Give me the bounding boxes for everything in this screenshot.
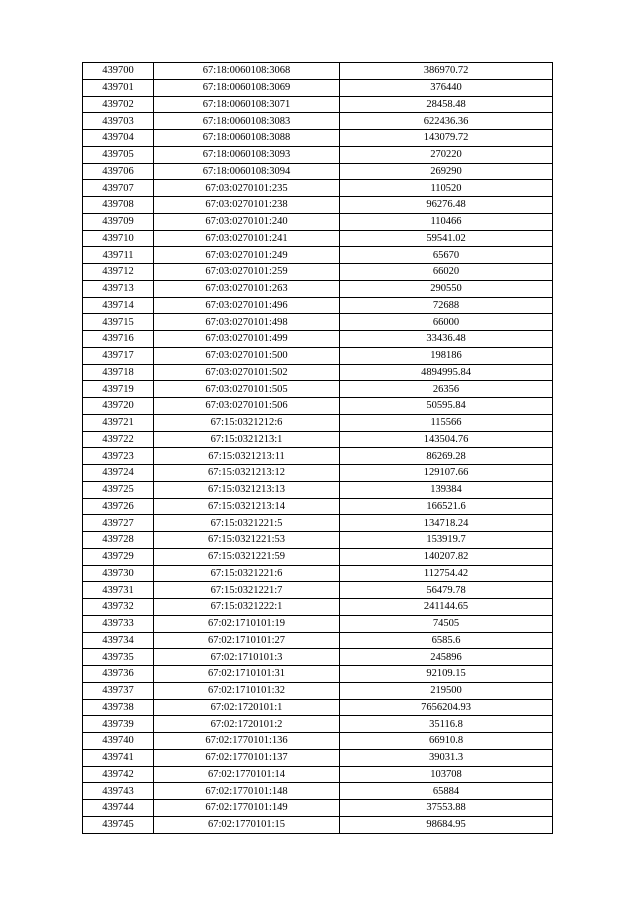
table-row bbox=[83, 280, 553, 297]
cadastral-number-cell: 67:18:0060108:3093 bbox=[154, 146, 340, 163]
value-cell: 110520 bbox=[340, 180, 553, 197]
row-number-cell: 439703 bbox=[83, 113, 154, 130]
row-number-cell: 439710 bbox=[83, 230, 154, 247]
value-cell: 198186 bbox=[340, 347, 553, 364]
cadastral-number-cell: 67:15:0321221:7 bbox=[154, 582, 340, 599]
value-cell: 376440 bbox=[340, 79, 553, 96]
value-cell: 269290 bbox=[340, 163, 553, 180]
table-row bbox=[83, 682, 553, 699]
table-row bbox=[83, 599, 553, 616]
cadastral-number-cell: 67:02:1770101:137 bbox=[154, 749, 340, 766]
cadastral-number-cell: 67:03:0270101:235 bbox=[154, 180, 340, 197]
cadastral-number-cell: 67:18:0060108:3071 bbox=[154, 96, 340, 113]
row-number-cell: 439720 bbox=[83, 398, 154, 415]
value-cell: 139384 bbox=[340, 481, 553, 498]
row-number-cell: 439741 bbox=[83, 749, 154, 766]
value-cell: 35116.8 bbox=[340, 716, 553, 733]
row-number-cell: 439738 bbox=[83, 699, 154, 716]
value-cell: 65670 bbox=[340, 247, 553, 264]
cadastral-number-cell: 67:03:0270101:238 bbox=[154, 197, 340, 214]
cadastral-number-cell: 67:15:0321221:53 bbox=[154, 532, 340, 549]
table-row bbox=[83, 783, 553, 800]
value-cell: 4894995.84 bbox=[340, 364, 553, 381]
row-number-cell: 439743 bbox=[83, 783, 154, 800]
table-row bbox=[83, 213, 553, 230]
table-row bbox=[83, 532, 553, 549]
value-cell: 153919.7 bbox=[340, 532, 553, 549]
cadastral-number-cell: 67:03:0270101:506 bbox=[154, 398, 340, 415]
cadastral-number-cell: 67:03:0270101:505 bbox=[154, 381, 340, 398]
row-number-cell: 439727 bbox=[83, 515, 154, 532]
table-row bbox=[83, 448, 553, 465]
row-number-cell: 439722 bbox=[83, 431, 154, 448]
table-row bbox=[83, 800, 553, 817]
row-number-cell: 439735 bbox=[83, 649, 154, 666]
value-cell: 129107.66 bbox=[340, 465, 553, 482]
row-number-cell: 439704 bbox=[83, 130, 154, 147]
row-number-cell: 439740 bbox=[83, 733, 154, 750]
row-number-cell: 439700 bbox=[83, 63, 154, 80]
row-number-cell: 439701 bbox=[83, 79, 154, 96]
value-cell: 290550 bbox=[340, 280, 553, 297]
row-number-cell: 439706 bbox=[83, 163, 154, 180]
table-row bbox=[83, 816, 553, 833]
table-row bbox=[83, 79, 553, 96]
table-row bbox=[83, 230, 553, 247]
table-row bbox=[83, 615, 553, 632]
cadastral-number-cell: 67:15:0321222:1 bbox=[154, 599, 340, 616]
cadastral-number-cell: 67:15:0321212:6 bbox=[154, 414, 340, 431]
row-number-cell: 439733 bbox=[83, 615, 154, 632]
value-cell: 270220 bbox=[340, 146, 553, 163]
table-row bbox=[83, 264, 553, 281]
table-row bbox=[83, 565, 553, 582]
value-cell: 143079.72 bbox=[340, 130, 553, 147]
value-cell: 92109.15 bbox=[340, 666, 553, 683]
table-row bbox=[83, 130, 553, 147]
table-row bbox=[83, 582, 553, 599]
table-row bbox=[83, 297, 553, 314]
table-row bbox=[83, 314, 553, 331]
table-row bbox=[83, 247, 553, 264]
row-number-cell: 439729 bbox=[83, 548, 154, 565]
cadastral-number-cell: 67:02:1770101:149 bbox=[154, 800, 340, 817]
table-row bbox=[83, 146, 553, 163]
value-cell: 39031.3 bbox=[340, 749, 553, 766]
table-row bbox=[83, 347, 553, 364]
cadastral-number-cell: 67:02:1710101:3 bbox=[154, 649, 340, 666]
cadastral-number-cell: 67:18:0060108:3094 bbox=[154, 163, 340, 180]
table-row bbox=[83, 632, 553, 649]
row-number-cell: 439726 bbox=[83, 498, 154, 515]
value-cell: 74505 bbox=[340, 615, 553, 632]
cadastral-number-cell: 67:03:0270101:499 bbox=[154, 331, 340, 348]
row-number-cell: 439742 bbox=[83, 766, 154, 783]
row-number-cell: 439725 bbox=[83, 481, 154, 498]
row-number-cell: 439719 bbox=[83, 381, 154, 398]
value-cell: 66020 bbox=[340, 264, 553, 281]
table-row bbox=[83, 766, 553, 783]
value-cell: 622436.36 bbox=[340, 113, 553, 130]
table-row bbox=[83, 180, 553, 197]
cadastral-number-cell: 67:02:1710101:19 bbox=[154, 615, 340, 632]
row-number-cell: 439709 bbox=[83, 213, 154, 230]
value-cell: 66000 bbox=[340, 314, 553, 331]
cadastral-number-cell: 67:02:1710101:32 bbox=[154, 682, 340, 699]
cadastral-number-cell: 67:02:1770101:148 bbox=[154, 783, 340, 800]
row-number-cell: 439708 bbox=[83, 197, 154, 214]
cadastral-number-cell: 67:15:0321221:59 bbox=[154, 548, 340, 565]
row-number-cell: 439744 bbox=[83, 800, 154, 817]
row-number-cell: 439730 bbox=[83, 565, 154, 582]
cadastral-number-cell: 67:03:0270101:240 bbox=[154, 213, 340, 230]
table-row bbox=[83, 113, 553, 130]
table-row bbox=[83, 699, 553, 716]
cadastral-number-cell: 67:02:1770101:14 bbox=[154, 766, 340, 783]
table-row bbox=[83, 716, 553, 733]
cadastral-number-cell: 67:03:0270101:498 bbox=[154, 314, 340, 331]
value-cell: 50595.84 bbox=[340, 398, 553, 415]
value-cell: 112754.42 bbox=[340, 565, 553, 582]
value-cell: 37553.88 bbox=[340, 800, 553, 817]
table-row bbox=[83, 96, 553, 113]
cadastral-number-cell: 67:02:1710101:27 bbox=[154, 632, 340, 649]
cadastral-number-cell: 67:03:0270101:496 bbox=[154, 297, 340, 314]
row-number-cell: 439713 bbox=[83, 280, 154, 297]
value-cell: 66910.8 bbox=[340, 733, 553, 750]
table-row bbox=[83, 364, 553, 381]
row-number-cell: 439731 bbox=[83, 582, 154, 599]
table-row bbox=[83, 163, 553, 180]
value-cell: 245896 bbox=[340, 649, 553, 666]
table-row bbox=[83, 498, 553, 515]
cadastral-number-cell: 67:15:0321221:6 bbox=[154, 565, 340, 582]
table-row bbox=[83, 431, 553, 448]
value-cell: 86269.28 bbox=[340, 448, 553, 465]
row-number-cell: 439705 bbox=[83, 146, 154, 163]
table-row bbox=[83, 63, 553, 80]
cadastral-number-cell: 67:02:1770101:136 bbox=[154, 733, 340, 750]
value-cell: 65884 bbox=[340, 783, 553, 800]
value-cell: 33436.48 bbox=[340, 331, 553, 348]
cadastral-number-cell: 67:03:0270101:259 bbox=[154, 264, 340, 281]
row-number-cell: 439721 bbox=[83, 414, 154, 431]
value-cell: 28458.48 bbox=[340, 96, 553, 113]
value-cell: 143504.76 bbox=[340, 431, 553, 448]
value-cell: 6585.6 bbox=[340, 632, 553, 649]
cadastral-number-cell: 67:15:0321213:1 bbox=[154, 431, 340, 448]
cadastral-number-cell: 67:02:1770101:15 bbox=[154, 816, 340, 833]
cadastral-number-cell: 67:15:0321213:14 bbox=[154, 498, 340, 515]
value-cell: 166521.6 bbox=[340, 498, 553, 515]
cadastral-number-cell: 67:18:0060108:3088 bbox=[154, 130, 340, 147]
table-row bbox=[83, 649, 553, 666]
cadastral-number-cell: 67:03:0270101:249 bbox=[154, 247, 340, 264]
value-cell: 241144.65 bbox=[340, 599, 553, 616]
value-cell: 386970.72 bbox=[340, 63, 553, 80]
value-cell: 103708 bbox=[340, 766, 553, 783]
cadastral-number-cell: 67:15:0321213:13 bbox=[154, 481, 340, 498]
row-number-cell: 439702 bbox=[83, 96, 154, 113]
table-row bbox=[83, 481, 553, 498]
row-number-cell: 439718 bbox=[83, 364, 154, 381]
row-number-cell: 439712 bbox=[83, 264, 154, 281]
data-table bbox=[82, 62, 553, 834]
value-cell: 115566 bbox=[340, 414, 553, 431]
value-cell: 110466 bbox=[340, 213, 553, 230]
row-number-cell: 439715 bbox=[83, 314, 154, 331]
value-cell: 56479.78 bbox=[340, 582, 553, 599]
cadastral-number-cell: 67:15:0321213:11 bbox=[154, 448, 340, 465]
cadastral-number-cell: 67:03:0270101:241 bbox=[154, 230, 340, 247]
table-row bbox=[83, 666, 553, 683]
table-row bbox=[83, 197, 553, 214]
cadastral-number-cell: 67:03:0270101:502 bbox=[154, 364, 340, 381]
cadastral-number-cell: 67:18:0060108:3069 bbox=[154, 79, 340, 96]
value-cell: 134718.24 bbox=[340, 515, 553, 532]
table-row bbox=[83, 398, 553, 415]
cadastral-number-cell: 67:03:0270101:263 bbox=[154, 280, 340, 297]
table-row bbox=[83, 515, 553, 532]
table-row bbox=[83, 465, 553, 482]
value-cell: 7656204.93 bbox=[340, 699, 553, 716]
table-row bbox=[83, 414, 553, 431]
cadastral-number-cell: 67:18:0060108:3083 bbox=[154, 113, 340, 130]
row-number-cell: 439745 bbox=[83, 816, 154, 833]
cadastral-number-cell: 67:03:0270101:500 bbox=[154, 347, 340, 364]
value-cell: 59541.02 bbox=[340, 230, 553, 247]
cadastral-number-cell: 67:15:0321213:12 bbox=[154, 465, 340, 482]
row-number-cell: 439716 bbox=[83, 331, 154, 348]
row-number-cell: 439732 bbox=[83, 599, 154, 616]
value-cell: 96276.48 bbox=[340, 197, 553, 214]
table-row bbox=[83, 548, 553, 565]
table-row bbox=[83, 381, 553, 398]
value-cell: 140207.82 bbox=[340, 548, 553, 565]
row-number-cell: 439728 bbox=[83, 532, 154, 549]
row-number-cell: 439736 bbox=[83, 666, 154, 683]
row-number-cell: 439714 bbox=[83, 297, 154, 314]
cadastral-number-cell: 67:02:1710101:31 bbox=[154, 666, 340, 683]
cadastral-number-cell: 67:02:1720101:1 bbox=[154, 699, 340, 716]
row-number-cell: 439711 bbox=[83, 247, 154, 264]
table-row bbox=[83, 733, 553, 750]
row-number-cell: 439737 bbox=[83, 682, 154, 699]
row-number-cell: 439723 bbox=[83, 448, 154, 465]
row-number-cell: 439707 bbox=[83, 180, 154, 197]
value-cell: 219500 bbox=[340, 682, 553, 699]
table-body bbox=[83, 63, 553, 834]
table-row bbox=[83, 331, 553, 348]
row-number-cell: 439739 bbox=[83, 716, 154, 733]
cadastral-number-cell: 67:18:0060108:3068 bbox=[154, 63, 340, 80]
cadastral-number-cell: 67:15:0321221:5 bbox=[154, 515, 340, 532]
row-number-cell: 439734 bbox=[83, 632, 154, 649]
row-number-cell: 439724 bbox=[83, 465, 154, 482]
table-row bbox=[83, 749, 553, 766]
cadastral-number-cell: 67:02:1720101:2 bbox=[154, 716, 340, 733]
value-cell: 72688 bbox=[340, 297, 553, 314]
value-cell: 98684.95 bbox=[340, 816, 553, 833]
row-number-cell: 439717 bbox=[83, 347, 154, 364]
value-cell: 26356 bbox=[340, 381, 553, 398]
